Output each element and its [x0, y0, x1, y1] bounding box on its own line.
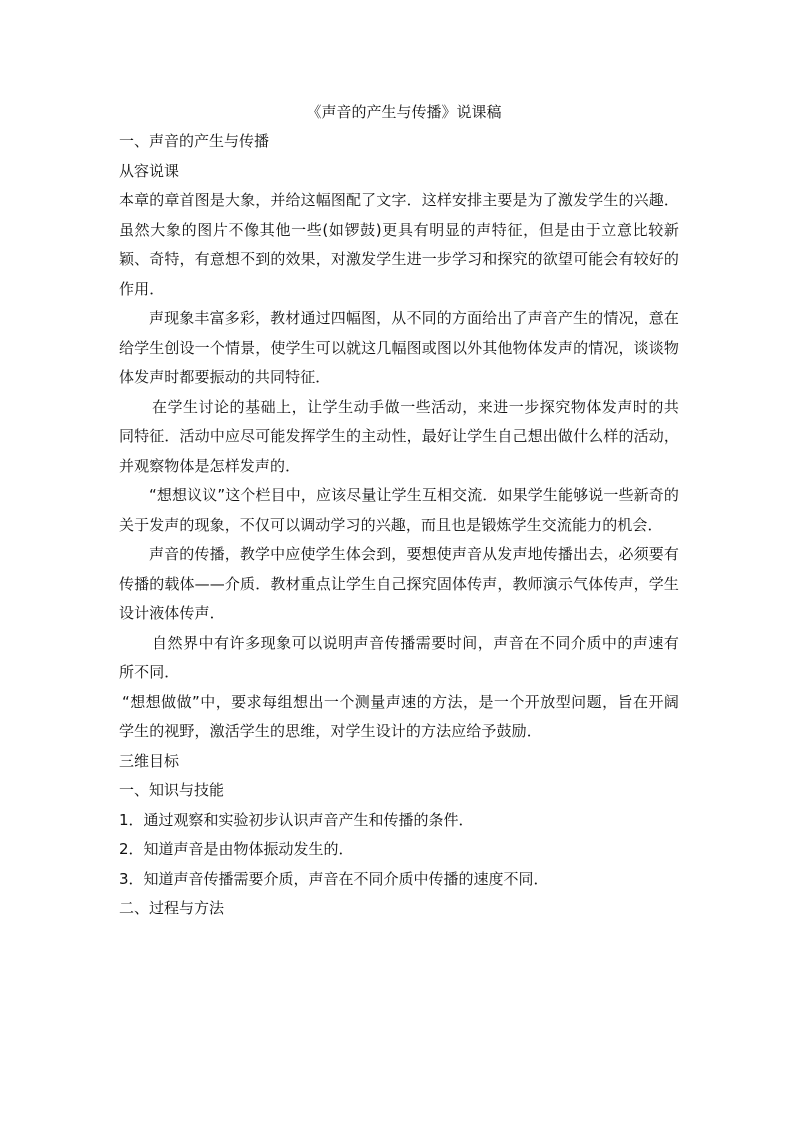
paragraph-propagation: 声音的传播，教学中应使学生体会到，要想使声音从发声地传播出去，必须要有传播的载体——介质．教材重点让学生自己探究固体传声，教师演示气体传声，学生设计液体传声．	[119, 545, 679, 622]
goal-item: 3．知道声音传播需要介质，声音在不同介质中传播的速度不同．	[119, 869, 549, 888]
paragraph-activities: 在学生讨论的基础上，让学生动手做一些活动，来进一步探究物体发声时的共同特征．活动中应尽可能发挥学生的主动性，最好让学生自己想出做什么样的活动，并观察物体是怎样发声的．	[119, 397, 679, 475]
paragraph-speed: 自然界中有许多现象可以说明声音传播需要时间，声音在不同介质中的声速有所不同．	[119, 633, 679, 681]
goal-item: 1．通过观察和实验初步认识声音产生和传播的条件．	[119, 810, 474, 829]
section-heading: 一、声音的产生与传播	[119, 132, 270, 150]
process-heading: 二、过程与方法	[119, 899, 225, 917]
paragraph-try-it: “想想做做”中，要求每组想出一个测量声速的方法，是一个开放型问题，旨在开阔学生的视野，激活学生的思维，对学生设计的方法应给予鼓励．	[119, 692, 679, 740]
subheading: 从容说课	[119, 161, 180, 180]
document-body	[119, 98, 679, 924]
paragraph-intro: 本章的章首图是大象，并给这幅图配了文字．这样安排主要是为了激发学生的兴趣．虽然大象的图片不像其他一些(如锣鼓)更具有明显的声特征，但是由于立意比较新颖、奇特，有意想不到的效果，对激发学生进一步学习和探究的欲望可能会有较好的作用．	[119, 191, 679, 298]
paragraph-sound-phenomena: 声现象丰富多彩，教材通过四幅图，从不同的方面给出了声音产生的情况，意在给学生创设一个情景，使学生可以就这几幅图或图以外其他物体发声的情况，谈谈物体发声时都要振动的共同特征．	[119, 309, 679, 386]
goal-item: 2．知道声音是由物体振动发生的．	[119, 840, 354, 858]
document-title: 《声音的产生与传播》说课稿	[306, 103, 502, 121]
paragraph-discussion: “想想议议”这个栏目中，应该尽量让学生互相交流．如果学生能够说一些新奇的关于发声的现象，不仅可以调动学习的兴趣，而且也是锻炼学生交流能力的机会．	[119, 486, 679, 534]
knowledge-heading: 一、知识与技能	[119, 781, 225, 799]
goals-heading: 三维目标	[119, 751, 180, 770]
